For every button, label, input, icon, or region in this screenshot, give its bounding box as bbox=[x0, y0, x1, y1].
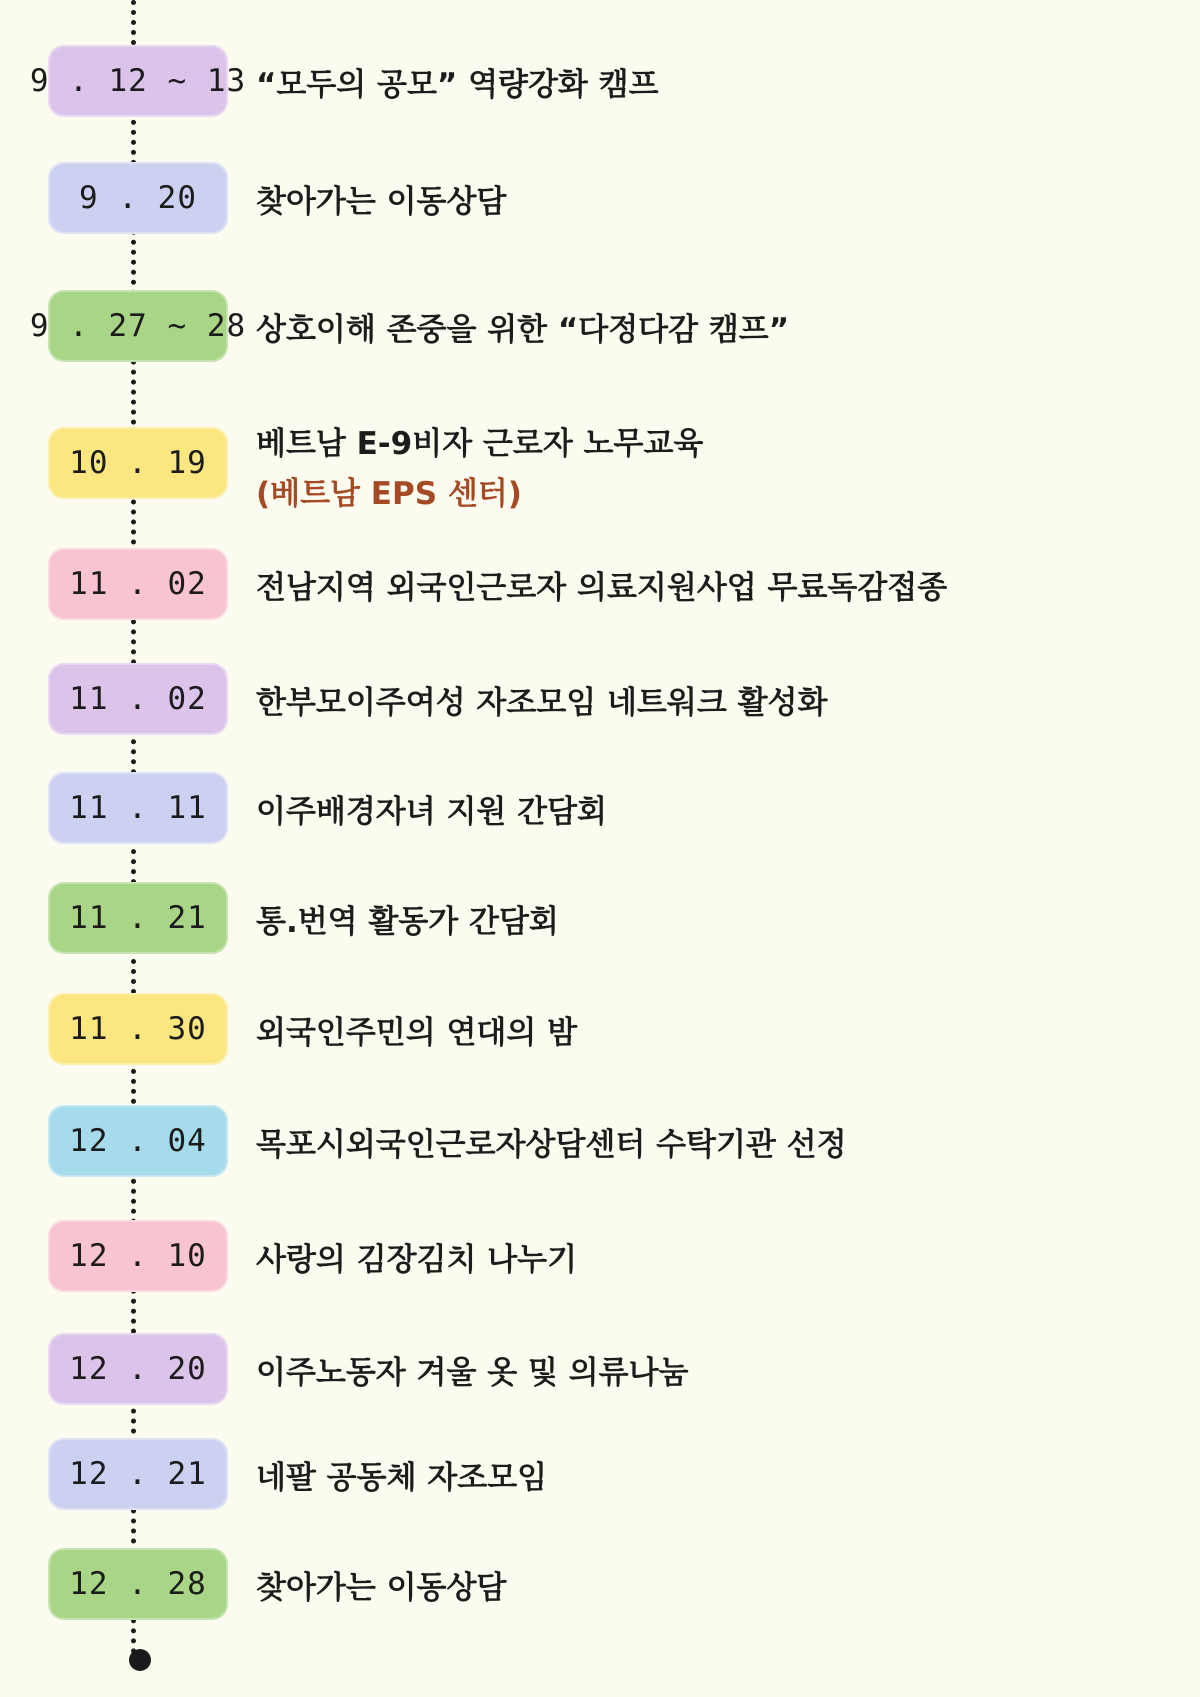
timeline-end-dot bbox=[129, 1649, 151, 1671]
date-badge: 10 . 19 bbox=[48, 427, 228, 499]
event-title: 목포시외국인근로자상담센터 수탁기관 선정 bbox=[256, 1126, 847, 1163]
event-title: 찾아가는 이동상담 bbox=[256, 1569, 507, 1606]
timeline-event bbox=[48, 663, 1148, 737]
event-title: 통.번역 활동가 간담회 bbox=[256, 903, 559, 940]
timeline-event bbox=[48, 162, 1148, 236]
date-badge: 12 . 21 bbox=[48, 1438, 228, 1510]
timeline-event bbox=[29, 45, 1148, 119]
event-title: 한부모이주여성 자조모임 네트워크 활성화 bbox=[256, 684, 828, 721]
event-title: 이주배경자녀 지원 간담회 bbox=[256, 793, 607, 830]
date-badge: 12 . 10 bbox=[48, 1220, 228, 1292]
date-badge: 11 . 02 bbox=[48, 663, 228, 735]
event-title: 네팔 공동체 자조모임 bbox=[256, 1459, 548, 1496]
timeline-event bbox=[48, 548, 1148, 622]
date-badge: 9 . 27 ~ 28 bbox=[48, 290, 228, 362]
timeline-event bbox=[48, 993, 1148, 1067]
timeline-event bbox=[48, 1438, 1148, 1512]
timeline-event bbox=[48, 1548, 1148, 1622]
date-badge: 11 . 11 bbox=[48, 772, 228, 844]
timeline-event bbox=[29, 290, 1148, 364]
date-badge: 12 . 04 bbox=[48, 1105, 228, 1177]
event-title: 외국인주민의 연대의 밤 bbox=[256, 1014, 578, 1051]
event-title: 사랑의 김장김치 나누기 bbox=[256, 1241, 578, 1278]
event-title: 찾아가는 이동상담 bbox=[256, 183, 507, 220]
date-badge: 12 . 20 bbox=[48, 1333, 228, 1405]
timeline-event bbox=[48, 1105, 1148, 1179]
timeline-event bbox=[48, 1220, 1148, 1294]
timeline-event bbox=[48, 1333, 1148, 1407]
event-subtitle: (베트남 EPS 센터) bbox=[256, 476, 522, 512]
date-badge: 11 . 02 bbox=[48, 548, 228, 620]
date-badge: 11 . 30 bbox=[48, 993, 228, 1065]
date-badge: 12 . 28 bbox=[48, 1548, 228, 1620]
timeline-event bbox=[48, 882, 1148, 956]
date-badge: 9 . 20 bbox=[48, 162, 228, 234]
event-title-block bbox=[256, 419, 703, 519]
date-badge: 9 . 12 ~ 13 bbox=[48, 45, 228, 117]
event-title: “모두의 공모” 역량강화 캠프 bbox=[256, 66, 659, 103]
date-badge: 11 . 21 bbox=[48, 882, 228, 954]
event-title: 베트남 E-9비자 근로자 노무교육 bbox=[256, 426, 704, 462]
event-title: 이주노동자 겨울 옷 및 의류나눔 bbox=[256, 1354, 689, 1391]
timeline-event bbox=[48, 426, 1148, 512]
event-title: 상호이해 존중을 위한 “다정다감 캠프” bbox=[256, 311, 790, 348]
timeline-event bbox=[48, 772, 1148, 846]
event-title: 전남지역 외국인근로자 의료지원사업 무료독감접종 bbox=[256, 569, 948, 606]
